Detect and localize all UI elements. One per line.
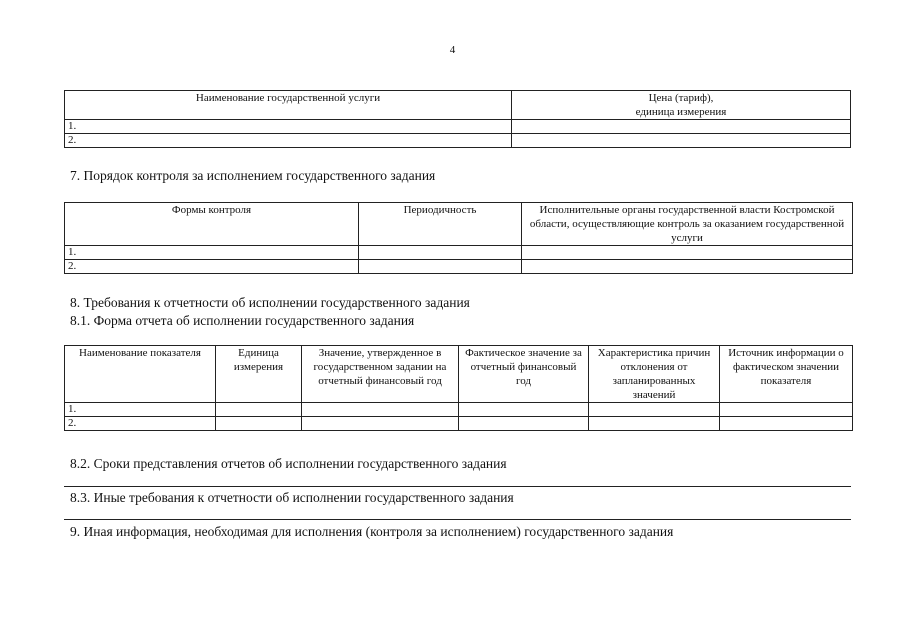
section-8-title: 8. Требования к отчетности об исполнении государственного задания: [70, 295, 470, 310]
table-cell: [302, 417, 459, 431]
row-number: 2.: [65, 260, 359, 274]
header-price-unit: Цена (тариф), единица измерения: [512, 91, 851, 120]
row-number: 1.: [65, 246, 359, 260]
fill-in-line: [64, 519, 851, 520]
row-number: 2.: [65, 134, 512, 148]
header-periodicity: Периодичность: [359, 203, 522, 246]
header-actual-value: Фактическое значение за отчетный финансовый год: [459, 346, 589, 403]
table-cell: [589, 417, 720, 431]
report-table: [64, 345, 853, 431]
header-deviation-reasons: Характеристика причин отклонения от запланированных значений: [589, 346, 720, 403]
table-row: [65, 403, 853, 417]
row-number: 1.: [65, 403, 216, 417]
table-header-row: [65, 203, 853, 246]
table-cell: [720, 403, 853, 417]
header-control-bodies: Исполнительные органы государственной власти Костромской области, осуществляющие контроль за оказанием государственной услуги: [522, 203, 853, 246]
header-info-source: Источник информации о фактическом значении показателя: [720, 346, 853, 403]
table-cell: [216, 403, 302, 417]
header-approved-value: Значение, утвержденное в государственном задании на отчетный финансовый год: [302, 346, 459, 403]
control-table: [64, 202, 853, 274]
table-cell: [459, 403, 589, 417]
header-unit: Единица измерения: [216, 346, 302, 403]
table-cell: [522, 246, 853, 260]
service-price-table: [64, 90, 851, 148]
section-8-3-title: 8.3. Иные требования к отчетности об исполнении государственного задания: [70, 490, 514, 505]
row-number: 1.: [65, 120, 512, 134]
table-cell: [512, 120, 851, 134]
table-row: [65, 134, 851, 148]
table-cell: [720, 417, 853, 431]
table-row: [65, 417, 853, 431]
page-number: 4: [449, 44, 456, 56]
header-control-forms: Формы контроля: [65, 203, 359, 246]
table-cell: [459, 417, 589, 431]
section-7-title: 7. Порядок контроля за исполнением государственного задания: [70, 168, 436, 183]
row-number: 2.: [65, 417, 216, 431]
table-cell: [302, 403, 459, 417]
header-indicator-name: Наименование показателя: [65, 346, 216, 403]
table-cell: [522, 260, 853, 274]
table-row: [65, 260, 853, 274]
fill-in-line: [64, 486, 851, 487]
table-header-row: [65, 91, 851, 120]
section-9-title: 9. Иная информация, необходимая для исполнения (контроля за исполнением) государственного задания: [70, 524, 674, 539]
header-service-name: Наименование государственной услуги: [65, 91, 512, 120]
table-cell: [359, 246, 522, 260]
table-row: [65, 246, 853, 260]
table-cell: [216, 417, 302, 431]
section-8-1-title: 8.1. Форма отчета об исполнении государственного задания: [70, 313, 415, 328]
section-8-2-title: 8.2. Сроки представления отчетов об исполнении государственного задания: [70, 456, 507, 471]
table-header-row: [65, 346, 853, 403]
table-cell: [512, 134, 851, 148]
table-cell: [359, 260, 522, 274]
table-row: [65, 120, 851, 134]
table-cell: [589, 403, 720, 417]
